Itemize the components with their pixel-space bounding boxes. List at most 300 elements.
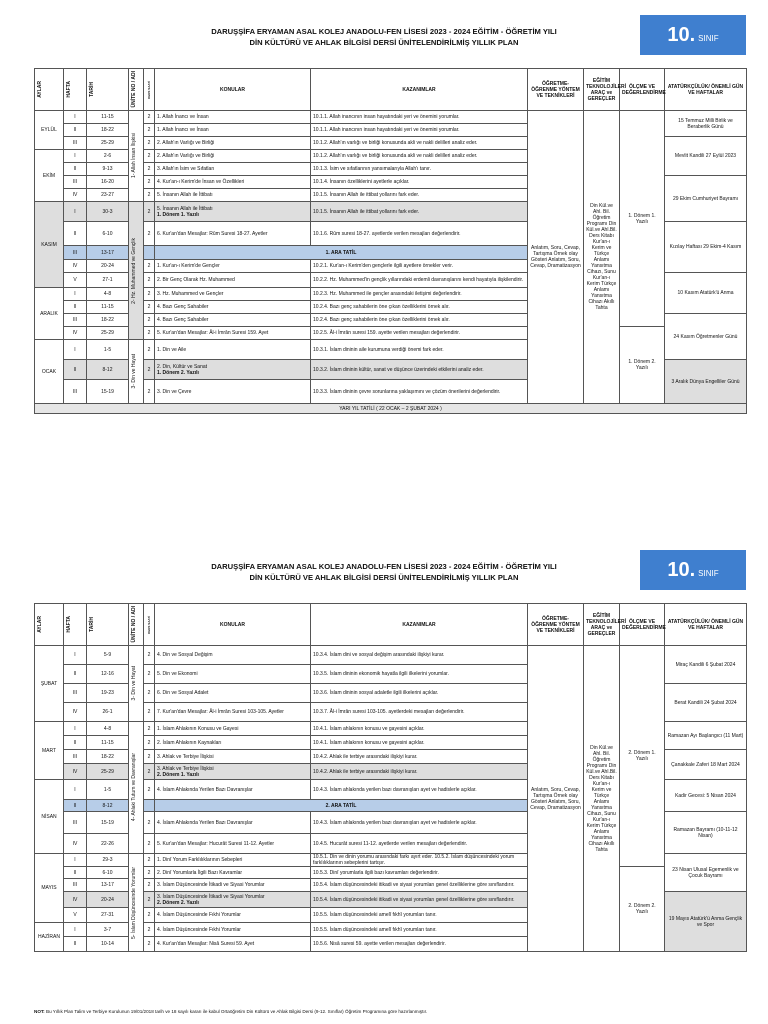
document-title	[184, 26, 584, 48]
topic-cell	[155, 202, 311, 222]
grade-badge	[640, 550, 746, 590]
grade-number: 10.	[667, 23, 696, 46]
plan-table-1	[34, 68, 747, 414]
date-cell: 9-13	[87, 163, 129, 176]
date-cell: 22-26	[87, 834, 129, 854]
outcome-cell: 10.1.2. Allah'ın varlığı ve birliği konusunda akli ve nakli delilleri analiz eder.	[311, 150, 528, 163]
outcome-cell: 10.2.5. Âl-i İmrân suresi 159. ayette verilen mesajları değerlendirir.	[311, 327, 528, 340]
col-arac: EĞİTİM TEKNOLOJİLERİ ARAÇ ve GEREÇLER	[584, 604, 620, 646]
topic-cell	[155, 222, 311, 246]
outcome-cell: 10.4.5. Hucurât suresi 11-12. ayetlerde verilen mesajları değerlendirir.	[311, 834, 528, 854]
week-cell: I	[64, 288, 87, 301]
important-day-cell: 24 Kasım Öğretmenler Günü	[665, 314, 747, 360]
topic-cell	[155, 380, 311, 404]
topic-text: 1. İslam Ahlakının Konusu ve Gayesi	[157, 725, 239, 732]
hours-cell: 2	[144, 646, 155, 665]
topic-cell	[155, 163, 311, 176]
col-yontem: ÖĞRETME-ÖĞRENME YÖNTEM VE TEKNİKLERİ	[528, 604, 584, 646]
topic-cell	[155, 750, 311, 764]
month-cell: OCAK	[35, 340, 64, 404]
col-ataturk: ATATÜRKÇÜLÜK/ ÖNEMLİ GÜN VE HAFTALAR	[665, 604, 747, 646]
hours-cell: 2	[144, 780, 155, 800]
month-cell: MART	[35, 722, 64, 780]
outcome-cell: 10.2.4. Bazı genç sahabilerin öne çıkan özelliklerini örnek alır.	[311, 314, 528, 327]
outcome-cell: 10.1.5. İnsanın Allah ile ittibat yollarını fark eder.	[311, 202, 528, 222]
exam-label: 2. Dönem 1. Yazılı	[157, 771, 199, 778]
topic-cell	[155, 854, 311, 867]
week-cell: II	[64, 665, 87, 684]
unit-label: 4- Ahlaki Tutum ve Davranışlar	[131, 753, 137, 822]
semester-break-row	[35, 404, 747, 414]
topic-cell	[155, 340, 311, 360]
topic-text: 4. İslam Düşüncesinde Fıkhi Yorumlar	[157, 912, 241, 918]
topic-text: 6. Din ve Sosyal Adalet	[157, 690, 209, 696]
date-cell: 25-29	[87, 137, 129, 150]
page-header	[34, 20, 746, 68]
week-cell: III	[64, 246, 87, 260]
hours-cell: 2	[144, 260, 155, 273]
topic-cell	[155, 665, 311, 684]
week-cell: IV	[64, 764, 87, 780]
hours-cell: 2	[144, 703, 155, 722]
topic-cell	[155, 176, 311, 189]
topic-cell	[155, 684, 311, 703]
week-cell: III	[64, 314, 87, 327]
week-cell: III	[64, 879, 87, 892]
date-cell: 6-10	[87, 222, 129, 246]
col-olcme: ÖLÇME VE DEĞERLENDİRME	[620, 604, 665, 646]
important-day-cell: Mevlit Kandili 27 Eylül 2023	[665, 137, 747, 176]
week-cell: III	[64, 176, 87, 189]
hours-cell: 2	[144, 908, 155, 923]
unit-cell	[129, 722, 144, 854]
topic-cell	[155, 314, 311, 327]
plan-page-2	[34, 555, 746, 952]
important-day-cell: 3 Aralık Dünya Engelliler Günü	[665, 360, 747, 404]
date-cell: 10-14	[87, 937, 129, 952]
hours-cell	[144, 246, 155, 260]
outcome-cell: 10.2.2. Hz. Muhammed'in gençlik yıllarındaki erdemli davranışlarını kendi hayatıyla ilişkilendirir.	[311, 273, 528, 288]
table-row	[35, 646, 747, 665]
outcome-cell: 10.4.2. Ahlak ile terbiye arasındaki ilişkiyi kurar.	[311, 750, 528, 764]
unit-label: 3- Din ve Hayat	[131, 354, 137, 389]
date-cell: 27-31	[87, 908, 129, 923]
topic-cell	[155, 780, 311, 800]
month-cell: MAYIS	[35, 854, 64, 923]
hours-cell: 2	[144, 937, 155, 952]
week-cell: II	[64, 937, 87, 952]
topic-text: 4. Bazı Genç Sahabiler	[157, 304, 209, 310]
week-cell: I	[64, 202, 87, 222]
date-cell: 13-17	[87, 879, 129, 892]
topic-text: 5. İnsanın Allah ile İttibatı	[157, 205, 213, 212]
hours-cell: 2	[144, 834, 155, 854]
plan-page-1	[34, 20, 746, 414]
col-hafta: HAFTA	[66, 616, 72, 633]
tools-cell: Din Kül.ve Ahl. Bil. Öğretim Programı Din Kül.ve Ahl.Bil. Ders Kitabı Kur'an-ı Kerim ve Türkçe Anlamı Yansıtma Cihazı, Sunu Kur'an-ı Kerim Türkçe Anlamı Yansıtma Cihazı Akıllı Tahta	[584, 646, 620, 952]
month-cell: NİSAN	[35, 780, 64, 854]
hours-cell: 2	[144, 340, 155, 360]
topic-text: 5. Din ve Ekonomi	[157, 671, 198, 677]
col-arac: EĞİTİM TEKNOLOJİLERİ ARAÇ ve GEREÇLER	[584, 69, 620, 111]
methods-cell: Anlatım, Soru, Cevap, Tartışma Örnek olay Gösteri Anlatım, Soru, Cevap, Dramatizasyon	[528, 111, 584, 404]
outcome-cell: 10.2.3. Hz. Muhammed ile gençler arasındaki iletişimi değerlendirir.	[311, 288, 528, 301]
unit-cell	[129, 202, 144, 340]
outcome-cell: 10.3.7. Âl-i İmrân suresi 103-105. ayetlerdeki mesajları değerlendirir.	[311, 703, 528, 722]
assessment-cell: 2. Dönem 1. Yazılı	[620, 646, 665, 867]
outcome-cell: 10.4.3. İslam ahlakında yerilen bazı davranışları ayet ve hadislerle açıklar.	[311, 780, 528, 800]
topic-text: 3. Hz. Muhammed ve Gençler	[157, 291, 224, 297]
topic-cell	[155, 736, 311, 750]
topic-text: 4. Bazı Genç Sahabiler	[157, 317, 209, 323]
hours-cell: 2	[144, 665, 155, 684]
week-cell: I	[64, 780, 87, 800]
date-cell: 4-8	[87, 288, 129, 301]
date-cell: 11-15	[87, 111, 129, 124]
important-day-cell: Miraç Kandili 6 Şubat 2024	[665, 646, 747, 684]
grade-badge	[640, 15, 746, 55]
exam-label: 1. Dönem 1. Yazılı	[157, 211, 199, 218]
week-cell: I	[64, 722, 87, 736]
topic-text: 1. Allah İnancı ve İnsan	[157, 127, 209, 133]
title-line-2: DİN KÜLTÜRÜ VE AHLAK BİLGİSİ DERSİ ÜNİTELENDİRİLMİŞ YILLIK PLAN	[249, 573, 519, 582]
outcome-cell: 10.2.4. Bazı genç sahabilerin öne çıkan özelliklerini örnek alır.	[311, 301, 528, 314]
topic-text: 7. Kur'an'dan Mesajlar: Âl-i İmrân Suresi 103-105. Ayetler	[157, 709, 284, 715]
hours-cell: 2	[144, 327, 155, 340]
week-cell: II	[64, 163, 87, 176]
date-cell: 8-12	[87, 360, 129, 380]
col-olcme: ÖLÇME VE DEĞERLENDİRME	[620, 69, 665, 111]
month-cell: HAZİRAN	[35, 923, 64, 952]
hours-cell: 2	[144, 111, 155, 124]
month-cell: ŞUBAT	[35, 646, 64, 722]
hours-cell: 2	[144, 854, 155, 867]
hours-cell: 2	[144, 176, 155, 189]
hours-cell: 2	[144, 222, 155, 246]
hours-cell: 2	[144, 722, 155, 736]
hours-cell: 2	[144, 684, 155, 703]
date-cell: 18-22	[87, 124, 129, 137]
week-cell: II	[64, 301, 87, 314]
topic-cell	[155, 273, 311, 288]
hours-cell: 2	[144, 301, 155, 314]
topic-text: 6. Kur'an'dan Mesajlar: Rûm Suresi 18-27. Ayetler	[157, 230, 268, 237]
table-header-row	[35, 69, 747, 111]
table-header-row	[35, 604, 747, 646]
hours-cell: 2	[144, 867, 155, 879]
topic-text: 4. Kur'an'dan Mesajlar: Nisâ Suresi 59. Ayet	[157, 941, 255, 947]
hours-cell: 2	[144, 360, 155, 380]
date-cell: 18-22	[87, 314, 129, 327]
topic-text: 2. Bir Genç Olarak Hz. Muhammed	[157, 277, 235, 283]
outcome-cell: 10.1.6. Rûm suresi 18-27. ayetlerde verilen mesajları değerlendirir.	[311, 222, 528, 246]
date-cell: 2-6	[87, 150, 129, 163]
date-cell: 5-9	[87, 646, 129, 665]
week-cell: III	[64, 684, 87, 703]
date-cell: 26-1	[87, 703, 129, 722]
week-cell: II	[64, 800, 87, 812]
outcome-cell: 10.5.4. İslam düşüncesindeki itikadi ve siyasi yorumları genel özelliklerine göre sınıflandırır.	[311, 892, 528, 908]
outcome-cell: 10.1.2. Allah'ın varlığı ve birliği konusunda akli ve nakli delilleri analiz eder.	[311, 137, 528, 150]
date-cell: 25-29	[87, 327, 129, 340]
date-cell: 12-16	[87, 665, 129, 684]
col-hafta: HAFTA	[66, 81, 72, 98]
title-line-1: DARUŞŞİFA ERYAMAN ASAL KOLEJ ANADOLU-FEN LİSESİ 2023 - 2024 EĞİTİM - ÖĞRETİM YILI	[211, 562, 557, 571]
holiday-label: 1. ARA TATİL	[155, 246, 528, 260]
week-cell: I	[64, 111, 87, 124]
topic-text: 3. Ahlak ve Terbiye İlişkisi	[157, 765, 214, 772]
date-cell: 1-5	[87, 780, 129, 800]
topic-text: 5. Kur'an'dan Mesajlar: Âl-i İmrân Suresi 159. Ayet	[157, 330, 269, 336]
week-cell: IV	[64, 834, 87, 854]
date-cell: 15-19	[87, 380, 129, 404]
week-cell: I	[64, 854, 87, 867]
topic-cell	[155, 923, 311, 937]
outcome-cell: 10.3.4. İslam dini ve sosyal değişim arasındaki ilişkiyi kurar.	[311, 646, 528, 665]
col-saat: DERS SAATİ	[147, 615, 151, 634]
topic-text: 5. Kur'an'dan Mesajlar: Hucurât Suresi 11-12. Ayetler	[157, 840, 275, 847]
month-cell: EKİM	[35, 150, 64, 202]
hours-cell	[144, 800, 155, 812]
important-day-cell: Kadir Gecesi: 5 Nisan 2024	[665, 780, 747, 812]
grade-label: SINIF	[698, 33, 719, 43]
date-cell: 19-23	[87, 684, 129, 703]
topic-cell	[155, 327, 311, 340]
topic-text: 2. Dinî Yorumlarla İlgili Bazı Kavramlar	[157, 869, 243, 876]
date-cell: 6-10	[87, 867, 129, 879]
footer-note	[34, 1009, 746, 1014]
date-cell: 8-12	[87, 800, 129, 812]
week-cell: II	[64, 736, 87, 750]
week-cell: IV	[64, 327, 87, 340]
week-cell: I	[64, 150, 87, 163]
date-cell: 4-8	[87, 722, 129, 736]
document-title	[184, 561, 584, 583]
hours-cell: 2	[144, 273, 155, 288]
topic-text: 5. İnsanın Allah ile İttibatı	[157, 192, 213, 198]
date-cell: 30-3	[87, 202, 129, 222]
important-day-cell: Ramazan Bayramı (10-11-12 Nisan)	[665, 812, 747, 854]
topic-text: 1. Allah İnancı ve İnsan	[157, 114, 209, 120]
hours-cell: 2	[144, 163, 155, 176]
unit-label: 1- Allah İnsan İlişkisi	[131, 133, 137, 179]
page-header	[34, 555, 746, 603]
hours-cell: 2	[144, 150, 155, 163]
assessment-cell: 1. Dönem 1. Yazılı	[620, 111, 665, 327]
hours-cell: 2	[144, 923, 155, 937]
title-line-2: DİN KÜLTÜRÜ VE AHLAK BİLGİSİ DERSİ ÜNİTELENDİRİLMİŞ YILLIK PLAN	[249, 38, 519, 47]
topic-text: 3. Allah'ın İsim ve Sıfatları	[157, 166, 215, 172]
outcome-cell: 10.5.3. Dinî yorumlarla ilgili bazı kavramları değerlendirir.	[311, 867, 528, 879]
topic-text: 2. Allah'ın Varlığı ve Birliği	[157, 153, 215, 159]
hours-cell: 2	[144, 202, 155, 222]
important-day-cell: Kızılay Haftası 29 Ekim-4 Kasım	[665, 222, 747, 273]
topic-text: 3. Din ve Çevre	[157, 388, 192, 395]
week-cell: II	[64, 360, 87, 380]
topic-cell	[155, 892, 311, 908]
topic-cell	[155, 703, 311, 722]
date-cell: 1-5	[87, 340, 129, 360]
week-cell: IV	[64, 892, 87, 908]
week-cell: V	[64, 908, 87, 923]
date-cell: 20-24	[87, 260, 129, 273]
unit-cell	[129, 854, 144, 952]
plan-table-2	[34, 603, 747, 952]
hours-cell: 2	[144, 892, 155, 908]
col-unite: ÜNİTE NO / ADI	[131, 606, 137, 643]
topic-cell	[155, 646, 311, 665]
outcome-cell: 10.1.5. İnsanın Allah ile ittibat yollarını fark eder.	[311, 189, 528, 202]
outcome-cell: 10.5.6. Nisâ suresi 59. ayette verilen mesajları değerlendirir.	[311, 937, 528, 952]
topic-cell	[155, 189, 311, 202]
week-cell: III	[64, 750, 87, 764]
month-cell: KASIM	[35, 202, 64, 288]
date-cell: 29-3	[87, 854, 129, 867]
outcome-cell: 10.1.4. İnsanın özelliklerini ayetlerle açıklar.	[311, 176, 528, 189]
outcome-cell: 10.3.2. İslam dininin kültür, sanat ve düşünce üzerindeki etkilerini analiz eder.	[311, 360, 528, 380]
grade-number: 10.	[667, 558, 696, 581]
topic-text: 4. İslam Düşüncesinde Fıkhi Yorumlar	[157, 926, 241, 933]
assessment-cell: 1. Dönem 2. Yazılı	[620, 327, 665, 404]
unit-cell	[129, 111, 144, 202]
unit-label: 2- Hz. Muhammed ve Gençlik	[131, 237, 137, 304]
important-day-cell: 10 Kasım Atatürk'ü Anma	[665, 273, 747, 314]
outcome-cell: 10.5.4. İslam düşüncesindeki itikadi ve siyasi yorumları genel özelliklerine göre sınıflandırır.	[311, 879, 528, 892]
date-cell: 23-27	[87, 189, 129, 202]
date-cell: 27-1	[87, 273, 129, 288]
topic-text: 1. Din ve Aile	[157, 346, 187, 353]
title-line-1: DARUŞŞİFA ERYAMAN ASAL KOLEJ ANADOLU-FEN LİSESİ 2023 - 2024 EĞİTİM - ÖĞRETİM YILI	[211, 27, 557, 36]
outcome-cell: 10.5.5. İslam düşüncesindeki amelî fıkhî yorumları tanır.	[311, 923, 528, 937]
grade-label: SINIF	[698, 568, 719, 578]
note-text: Bu Yıllık Plan Talim ve Terbiye Kurulunun 19/01/2018 tarih ve 18 sayılı kararı ile kabul Ortaöğretim Din Kültürü ve Ahlak Bilgisi Dersi (9-12. Sınıflar) Öğretim Programına göre hazırlanmıştır.	[46, 1009, 428, 1014]
unit-cell	[129, 340, 144, 404]
important-day-cell: Berat Kandili 24 Şubat 2024	[665, 684, 747, 722]
hours-cell: 2	[144, 879, 155, 892]
topic-text: 3. Ahlak ve Terbiye İlişkisi	[157, 753, 214, 760]
important-day-cell: Çanakkale Zaferi 18 Mart 2024	[665, 750, 747, 780]
week-cell: IV	[64, 260, 87, 273]
topic-cell	[155, 908, 311, 923]
topic-text: 1. Kur'an-ı Kerim'de Gençler	[157, 263, 220, 269]
col-tarih: TARİH	[89, 82, 95, 97]
hours-cell: 2	[144, 189, 155, 202]
holiday-label: 2. ARA TATİL	[155, 800, 528, 812]
assessment-cell: 2. Dönem 2. Yazılı	[620, 867, 665, 952]
outcome-cell: 10.2.1. Kur'an-ı Kerim'den gençlerle ilgili ayetlere örnekler verir.	[311, 260, 528, 273]
date-cell: 20-24	[87, 892, 129, 908]
date-cell: 3-7	[87, 923, 129, 937]
topic-text: 4. İslam Ahlakında Yerilen Bazı Davranışlar	[157, 819, 253, 826]
week-cell: III	[64, 137, 87, 150]
col-tarih: TARİH	[89, 617, 95, 632]
outcome-cell: 10.4.1. İslam ahlakının konusu ve gayesini açıklar.	[311, 736, 528, 750]
exam-label: 1. Dönem 2. Yazılı	[157, 369, 199, 376]
outcome-cell: 10.1.1. Allah inancının insan hayatındaki yeri ve önemini yorumlar.	[311, 124, 528, 137]
topic-cell	[155, 722, 311, 736]
hours-cell: 2	[144, 812, 155, 834]
topic-text: 3. İslam Düşüncesinde İtikadi ve Siyasi Yorumlar	[157, 893, 265, 900]
week-cell: V	[64, 273, 87, 288]
week-cell: I	[64, 340, 87, 360]
topic-text: 3. İslam Düşüncesinde İtikadi ve Siyasi Yorumlar	[157, 882, 265, 888]
topic-cell	[155, 764, 311, 780]
important-day-cell: Ramazan Ayı Başlangıcı (11 Mart)	[665, 722, 747, 750]
date-cell: 11-15	[87, 301, 129, 314]
topic-cell	[155, 867, 311, 879]
week-cell: I	[64, 646, 87, 665]
week-cell: II	[64, 222, 87, 246]
unit-cell	[129, 646, 144, 722]
week-cell: IV	[64, 189, 87, 202]
outcome-cell: 10.4.2. Ahlak ile terbiye arasındaki ilişkiyi kurar.	[311, 764, 528, 780]
topic-cell	[155, 124, 311, 137]
important-day-cell: 29 Ekim Cumhuriyet Bayramı	[665, 176, 747, 222]
outcome-cell: 10.5.1. Din ve dinin yorumu arasındaki farkı ayırt eder. 10.5.2. İslam düşüncesindeki yorum farklılıklarının sebeplerini tartışır.	[311, 854, 528, 867]
hours-cell: 2	[144, 764, 155, 780]
unit-label: 5- İslam Düşüncesinde Yorumlar	[131, 866, 137, 939]
month-cell: ARALIK	[35, 288, 64, 340]
topic-text: 2. İslam Ahlakının Kaynakları	[157, 739, 222, 746]
topic-text: 4. Kur'an-ı Kerim'de İnsan ve Özellikleri	[157, 179, 245, 185]
col-aylar: AYLAR	[37, 616, 43, 633]
col-kazanimlar: KAZANIMLAR	[311, 604, 528, 646]
topic-cell	[155, 288, 311, 301]
topic-cell	[155, 137, 311, 150]
semester-break-label: YARI YIL TATİLİ ( 22 OCAK – 2 ŞUBAT 2024 )	[35, 404, 747, 414]
outcome-cell: 10.3.5. İslam dininin ekonomik hayatla ilgili ilkelerini yorumlar.	[311, 665, 528, 684]
col-ataturk: ATATÜRKÇÜLÜK/ ÖNEMLİ GÜN VE HAFTALAR	[665, 69, 747, 111]
col-yontem: ÖĞRETME-ÖĞRENME YÖNTEM VE TEKNİKLERİ	[528, 69, 584, 111]
col-unite: ÜNİTE NO / ADI	[131, 71, 137, 108]
date-cell: 15-19	[87, 812, 129, 834]
hours-cell: 2	[144, 124, 155, 137]
methods-cell: Anlatım, Soru, Cevap, Tartışma Örnek olay Gösteri Anlatım, Soru, Cevap, Dramatizasyon	[528, 646, 584, 952]
topic-cell	[155, 834, 311, 854]
week-cell: IV	[64, 703, 87, 722]
hours-cell: 2	[144, 314, 155, 327]
outcome-cell: 10.4.1. İslam ahlakının konusu ve gayesini açıklar.	[311, 722, 528, 736]
date-cell: 18-22	[87, 750, 129, 764]
week-cell: III	[64, 812, 87, 834]
outcome-cell: 10.3.3. İslam dininin çevre sorunlarına yaklaşımını ve çözüm önerilerini değerlendirir.	[311, 380, 528, 404]
topic-cell	[155, 812, 311, 834]
table-row	[35, 111, 747, 124]
outcome-cell: 10.1.1. Allah inancının insan hayatındaki yeri ve önemini yorumlar.	[311, 111, 528, 124]
exam-label: 2. Dönem 2. Yazılı	[157, 899, 199, 906]
topic-cell	[155, 360, 311, 380]
topic-cell	[155, 879, 311, 892]
date-cell: 11-15	[87, 736, 129, 750]
hours-cell: 2	[144, 380, 155, 404]
week-cell: II	[64, 124, 87, 137]
important-day-cell: 15 Temmuz Milli Birlik ve Beraberlik Günü	[665, 111, 747, 137]
topic-text: 2. Din, Kültür ve Sanat	[157, 363, 208, 370]
topic-cell	[155, 301, 311, 314]
col-aylar: AYLAR	[37, 81, 43, 98]
col-konular: KONULAR	[155, 69, 311, 111]
topic-text: 1. Dinî Yorum Farklılıklarının Sebepleri	[157, 857, 243, 863]
hours-cell: 2	[144, 750, 155, 764]
date-cell: 13-17	[87, 246, 129, 260]
outcome-cell: 10.5.5. İslam düşüncesindeki amelî fıkhî yorumları tanır.	[311, 908, 528, 923]
week-cell: I	[64, 923, 87, 937]
month-cell: EYLÜL	[35, 111, 64, 150]
hours-cell: 2	[144, 137, 155, 150]
topic-cell	[155, 150, 311, 163]
important-day-cell: 23 Nisan Ulusal Egemenlik ve Çocuk Bayramı	[665, 854, 747, 892]
topic-cell	[155, 260, 311, 273]
